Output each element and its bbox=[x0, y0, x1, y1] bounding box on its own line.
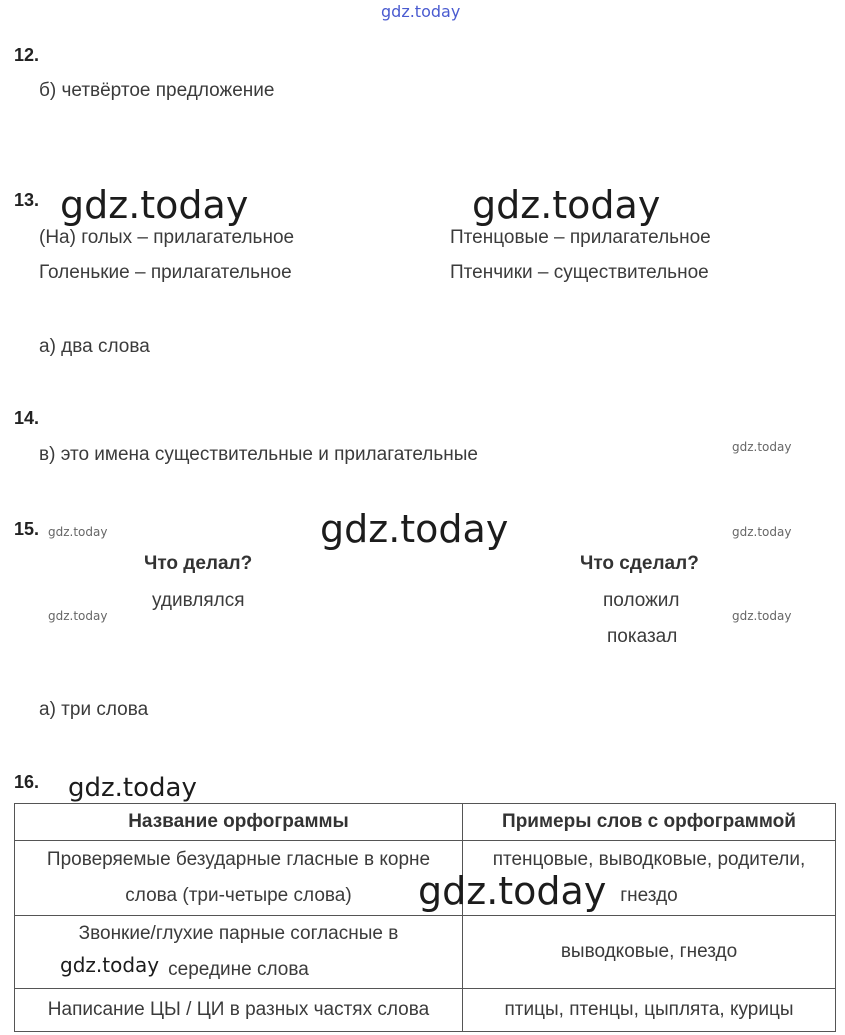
orthogram-table bbox=[14, 803, 836, 1032]
q15-right-header: Что сделал? bbox=[580, 553, 699, 574]
q15-right-word-2: показал bbox=[607, 626, 678, 647]
watermark-small: gdz.today bbox=[48, 609, 108, 623]
question-14-answer: в) это имена существительные и прилагательные bbox=[39, 444, 478, 465]
watermark-small: gdz.today bbox=[48, 525, 108, 539]
question-12-answer: б) четвёртое предложение bbox=[39, 80, 275, 101]
table-cell-name: Написание ЦЫ / ЦИ в разных частях слова bbox=[15, 989, 463, 1032]
watermark-large: gdz.today bbox=[320, 507, 509, 551]
table-header-cell: Название орфограммы bbox=[15, 804, 463, 841]
table-cell-name: Проверяемые безударные гласные в корне слова (три-четыре слова) bbox=[15, 841, 463, 916]
watermark-medium: gdz.today bbox=[68, 773, 197, 803]
watermark-small: gdz.today bbox=[732, 525, 792, 539]
question-13-number: 13. bbox=[14, 190, 40, 210]
table-cell-examples: выводковые, гнездо bbox=[463, 916, 836, 989]
watermark-large: gdz.today bbox=[472, 183, 661, 227]
table-row bbox=[15, 916, 836, 989]
table-cell-name: Звонкие/глухие парные согласные в середине слова bbox=[15, 916, 463, 989]
watermark-top: gdz.today bbox=[381, 2, 461, 21]
question-15-number: 15. bbox=[14, 519, 40, 539]
table-cell-examples: птицы, птенцы, цыплята, курицы bbox=[463, 989, 836, 1032]
table-header-cell: Примеры слов с орфограммой bbox=[463, 804, 836, 841]
question-14-number: 14. bbox=[14, 408, 40, 428]
q15-left-word-1: удивлялся bbox=[152, 590, 245, 611]
q15-right-word-1: положил bbox=[603, 590, 680, 611]
table-header-row bbox=[15, 804, 836, 841]
q13-left-line-2: Голенькие – прилагательное bbox=[39, 262, 292, 283]
watermark-large: gdz.today bbox=[60, 183, 249, 227]
question-16-number: 16. bbox=[14, 772, 40, 792]
q15-left-header: Что делал? bbox=[144, 553, 253, 574]
q13-right-line-2: Птенчики – существительное bbox=[450, 262, 709, 283]
question-13-answer: а) два слова bbox=[39, 336, 150, 357]
watermark-large: gdz.today bbox=[418, 869, 607, 913]
example-text: птенцовые, выводковые, родители, гнездо bbox=[492, 849, 806, 906]
q13-left-line-1: (На) голых – прилагательное bbox=[39, 227, 295, 248]
question-12-number: 12. bbox=[14, 45, 40, 65]
table-row bbox=[15, 989, 836, 1032]
watermark-small: gdz.today bbox=[732, 609, 792, 623]
q13-right-line-1: Птенцовые – прилагательное bbox=[450, 227, 711, 248]
watermark-medium: gdz.today bbox=[60, 953, 160, 977]
question-15-answer: а) три слова bbox=[39, 699, 149, 720]
watermark-small: gdz.today bbox=[732, 440, 792, 454]
